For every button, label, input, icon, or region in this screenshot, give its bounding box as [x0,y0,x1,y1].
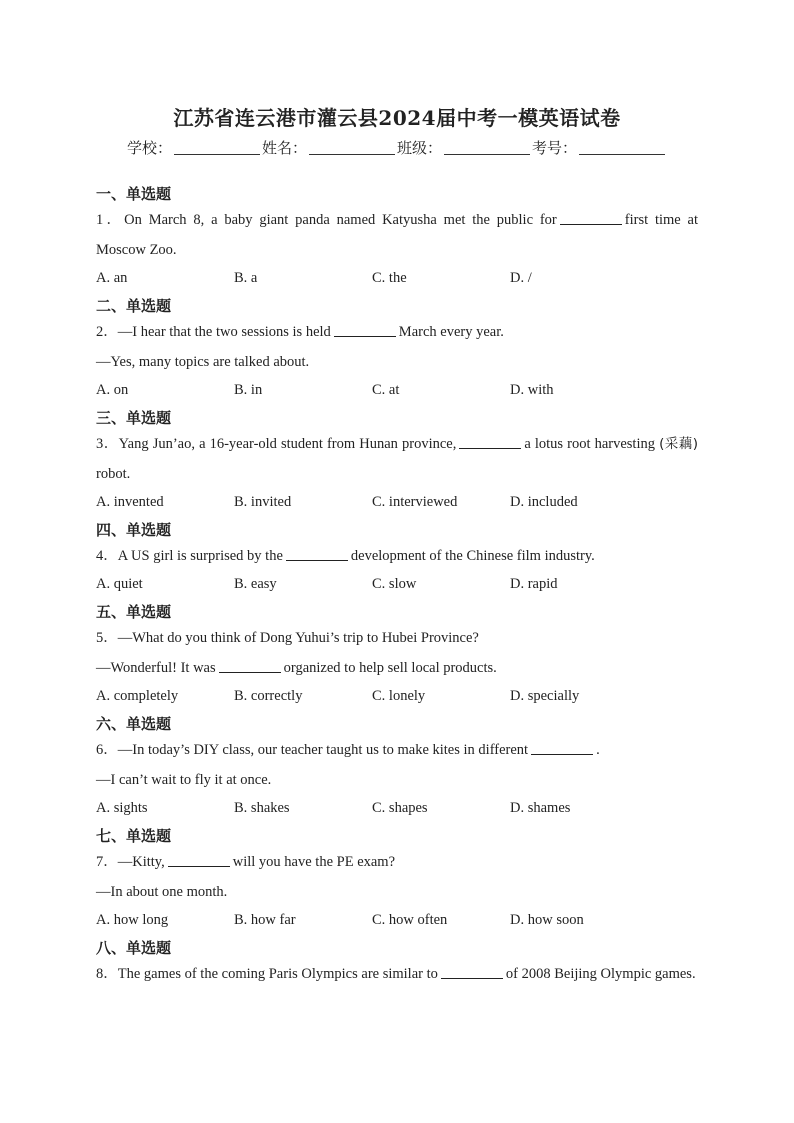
school-blank[interactable] [174,140,260,155]
question-text: 3．Yang Jun’ao, a 16-year-old student from Hunan province, [96,436,457,452]
options-row [96,795,698,822]
question-text: will you have the PE exam? [232,854,396,870]
class-label: 班级： [397,139,443,157]
option-c[interactable]: C. how often [372,912,448,928]
question-text: . [596,742,600,758]
answer-blank [286,546,348,561]
option-d[interactable]: D. with [510,382,554,398]
options-row [96,489,698,516]
question-text: —Wonderful! It was [96,660,216,676]
option-c[interactable]: C. at [372,382,400,398]
option-b[interactable]: B. invited [234,494,292,510]
option-a[interactable]: A. sights [96,800,148,816]
question-text: 8．The games of the coming Paris Olympics are similar to [96,966,438,982]
option-b[interactable]: B. correctly [234,688,303,704]
option-a[interactable]: A. an [96,270,128,286]
options-row [96,683,698,710]
option-b[interactable]: B. a [234,270,258,286]
option-a[interactable]: A. on [96,382,129,398]
question-7 [96,847,698,877]
school-label: 学校： [126,139,172,157]
answer-blank [531,740,593,755]
student-info-line [0,137,794,158]
question-5: 5．—What do you think of Dong Yuhui’s trip to Hubei Province? [96,630,479,646]
option-b[interactable]: B. in [234,382,263,398]
section-heading: 四、单选题 [96,521,172,539]
answer-blank [334,322,396,337]
option-b[interactable]: B. easy [234,576,277,592]
option-c[interactable]: C. lonely [372,688,426,704]
question-text: development of the Chinese film industry. [350,548,595,564]
option-c[interactable]: C. slow [372,576,417,592]
option-d[interactable]: D. shames [510,800,571,816]
dialogue-reply: —In about one month. [96,884,228,900]
section-heading: 三、单选题 [96,409,172,427]
option-b[interactable]: B. shakes [234,800,290,816]
options-row [96,377,698,404]
number-blank[interactable] [579,140,665,155]
options-row [96,265,698,292]
answer-blank [459,434,521,449]
option-d[interactable]: D. included [510,494,578,510]
number-label: 考号： [532,139,578,157]
section-heading: 八、单选题 [96,939,172,957]
question-text: 6．—In today’s DIY class, our teacher taught us to make kites in different [96,742,529,758]
question-text: March every year. [398,324,504,340]
section-heading: 一、单选题 [96,185,172,203]
option-b[interactable]: B. how far [234,912,296,928]
question-6 [96,735,698,765]
option-c[interactable]: C. the [372,270,407,286]
question-8 [96,959,698,989]
question-text: 2．—I hear that the two sessions is held [96,324,331,340]
option-d[interactable]: D. specially [510,688,580,704]
question-text: a lotus root harvesting [524,436,655,452]
dialogue-reply: —Yes, many topics are talked about. [96,354,310,370]
option-d[interactable]: D. how soon [510,912,584,928]
option-a[interactable]: A. completely [96,688,179,704]
answer-blank [168,852,230,867]
option-c[interactable]: C. interviewed [372,494,458,510]
question-3 [96,429,698,489]
question-text: 4．A US girl is surprised by the [96,548,283,564]
question-text: 1．On March 8, a baby giant panda named Katyusha met the public for [96,212,557,228]
option-a[interactable]: A. how long [96,912,169,928]
question-2 [96,317,698,347]
question-1 [96,205,698,265]
dialogue-reply [96,653,698,683]
option-d[interactable]: D. rapid [510,576,558,592]
answer-blank [441,964,503,979]
page-title: 江苏省连云港市灌云县2024届中考一模英语试卷 [173,106,621,130]
section-heading: 七、单选题 [96,827,172,845]
question-list [96,181,698,989]
option-a[interactable]: A. quiet [96,576,143,592]
question-text: 7．—Kitty, [96,854,165,870]
options-row [96,571,698,598]
name-label: 姓名： [261,139,307,157]
options-row [96,907,698,934]
class-blank[interactable] [444,140,530,155]
option-a[interactable]: A. invented [96,494,164,510]
dialogue-reply: —I can’t wait to fly it at once. [96,772,272,788]
section-heading: 二、单选题 [96,297,172,315]
name-blank[interactable] [309,140,395,155]
option-d[interactable]: D. / [510,270,532,286]
question-text: of 2008 Beijing Olympic games. [505,966,696,982]
option-c[interactable]: C. shapes [372,800,428,816]
section-heading: 六、单选题 [96,715,172,733]
answer-blank [219,658,281,673]
section-heading: 五、单选题 [96,603,172,621]
question-text: first time at Moscow Zoo. [96,212,699,258]
chinese-gloss: (采藕) [659,436,698,452]
question-text: robot. [96,466,131,482]
question-4 [96,541,698,571]
answer-blank [560,210,622,225]
question-text: organized to help sell local products. [283,660,497,676]
